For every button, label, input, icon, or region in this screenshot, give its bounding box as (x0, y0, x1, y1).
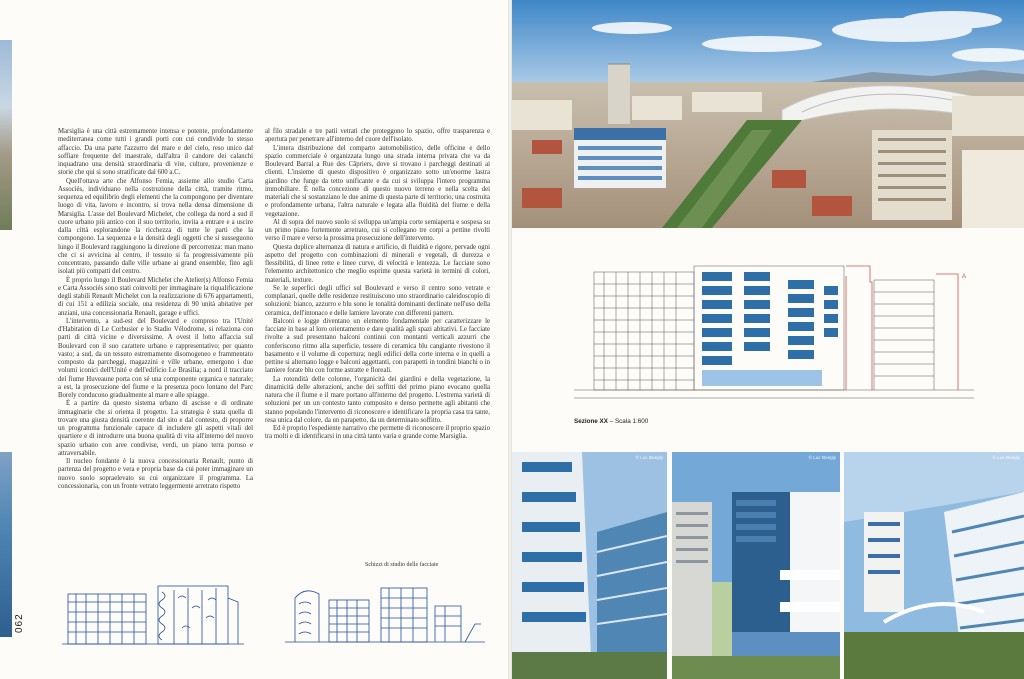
previous-page-image-edge-lower (0, 452, 12, 637)
svg-text:A: A (962, 274, 967, 280)
building-photo-1 (512, 452, 667, 679)
sketch-caption: Schizzi di studio delle facciate (365, 562, 439, 568)
facade-photo-tower-view (672, 452, 840, 679)
paragraph: L'intera distribuzione del comparto automobilistico, delle officine e dello spazio commerciale è organizzata lungo una strada interna privata che va da Boulevard Barral a Rue des Câpriers, dove si trovano i parcheggi destinati ai clienti. L'insieme di questo dispositivo è organizzato sotto un'enorme lastra giardino che funge da tetto unificante e da cui si sviluppa l'intero programma immobiliare. È nella concezione di questo nuovo terreno e nella scelta dei materiali che si sostanziano le due anime di questa parte di territorio, una costruita e profondamente urbana, l'altra naturale e legata alla fluidità del fiume e della vegetazione. (265, 144, 490, 218)
paragraph: Quell'ottava arte che Alfonso Femia, assieme allo studio Carta Associés, individuano nella costruzione della città, tramite ritmo, sequenza ed equilibrio degli elementi che la compongono per diventare luogo di vita, lavoro e incontro, si trova nella densa dimensione di Marsiglia. L'asse del Boulevard Michelet, che collega da nord a sud il cuore urbano più antico con il suo territorio, invita a entrare e a uscire dalla città esplorandone la ricchezza di tutte le parti che la compongono. La sequenza e la densità degli oggetti che si susseguono lungo il Boulevard raggiungono la direzione di percorrenza: man mano che ci si avvicina al centro, il tessuto si fa progressivamente più concentrato, passando dalle ville urbane ai grand ensemble, fino agli isolati più compatti del centro. (58, 177, 253, 276)
paragraph: Il nucleo fondante è la nuova concessionaria Renault, punto di partenza del progetto e vera e propria base da cui poter immaginare un nuovo suolo sopraelevato su cui organizzare il programma. La concessionaria, con un fronte vetrato leggermente arretrato rispetto (58, 458, 253, 490)
facade-photo-blue-balconies (512, 452, 667, 679)
paragraph: La rotondità delle colonne, l'organicità dei giardini e della vegetazione, la dinamicità delle alterazioni, anche dei soffitti del primo piano evocano quella natura che il fiume e il mare portano all'interno del progetto. L'estrema varietà di soluzioni per un un contesto tanto composito e denso permette agli abitanti che stanno popolando l'intervento di riconoscere e identificare la propria casa tra tante, resa unica dal colore, da un parapetto, da un determinato soffitto. (265, 375, 490, 424)
previous-page-image-edge (0, 40, 12, 230)
facade-study-sketch-1 (58, 578, 248, 650)
paragraph: Marsiglia è una città estremamente intensa e potente, profondamente mediterranea come tutti i grandi porti con cui condivide lo stesso affaccio. Da una parte l'azzurro del mare e del cielo, reso unico dal soffiare frequente del maestrale, dall'altra il candore dei calanchi inquadrano una densità straordinaria di vite, culture, provenienze e storie che qui si sono stratificate dal 600 a.C. (58, 128, 253, 177)
aerial-city-photo (512, 0, 1024, 228)
paragraph: È a partire da questo sistema urbano di ascisse e di ordinate immaginarie che si orienta il progetto. La strategia è stata quella di trovare una giusta densità coerente dal sito e dal contesto, di proporre un programma funzionale capace di includere gli aspetti vitali del quartiere e di introdurre una buona qualità di vita all'interno del nuovo spazio urbano con aree condivise, verdi, un piano terra poroso e attraversabile. (58, 400, 253, 457)
paragraph: L'intervento, a sud-est del Boulevard e compreso tra l'Unité d'Habitation di Le Corbusier e lo Stadio Vélodrome, si relaziona con parti di città vicine e diversissime. A ovest il lotto affaccia sul Boulevard con il suo carattere urbano e rappresentativo; per quanto vasto; a sud, da un tessuto estremamente disomogeneo e frammentato composto da parcheggi, magazzini e ville urbane, emergono i due volumi iconici dell'Unité e dell'edificio Le Brasilia; a nord il tracciato del fiume Huveaune porta con sé una componente organica e naturale; a est, la prosecuzione del fiume e la presenza poco lontano del Parc Borely conducono gradualmente al mare e alle spiagge. (58, 317, 253, 399)
left-page (0, 0, 508, 679)
section-caption-label: Sezione XX (574, 418, 608, 425)
paragraph: È proprio lungo il Boulevard Michelet che Atelier(s) Alfonso Femia e Carta Associés sono stati coinvolti per immaginare la riqualificazione degli stabili Renault Michelet con la realizzazione di 676 appartamenti, di cui 151 a edilizia sociale, una residenza di 90 unità abitative per anziani, una concessionaria Renault, garage e uffici. (58, 276, 253, 317)
paragraph: al filo stradale e tre patii vetrati che proteggono lo spazio, offre trasparenza e apertura per penetrare all'interno del cuore dell'isolato. (265, 128, 490, 144)
paragraph: Ed è proprio l'espediente narrativo che permette di riconoscere il proprio spazio tra molti e di identificarsi in una città tanto varia e grande come Marsiglia. (265, 425, 490, 441)
paragraph: Al di sopra del nuovo suolo si sviluppa un'ampia corte semiaperta e sospesa su un primo piano fortemente arretrato, cui si collegano tre corpi a pettine rivolti verso il mare e verso la prossima prosecuzione dell'intervento. (265, 218, 490, 243)
body-text-column-2 (265, 128, 490, 442)
right-page (512, 0, 1024, 679)
facade-study-sketch-2 (285, 578, 485, 650)
paragraph: Questa duplice alternanza di natura e artificio, di fluidità e rigore, pervade ogni aspetto del progetto con combinazioni di minerali e vegetali, di durezza e flessibilità, di linee rette e linee curve, di velocità e lentezza. Le facciate sono l'elemento architettonico che meglio esprime questa varietà in termini di colori, materiali, texture. (265, 243, 490, 284)
paragraph: Se le superfici degli uffici sul Boulevard e verso il centro sono vetrate e complanari, quelle delle residenze restituiscono uno straordinario caleidoscopio di soluzioni: bianco, azzurro e blu sono le tonalità dominanti declinate nell'uso della ceramica, dell'intonaco e delle lamiere lavorate con differenti pattern. (265, 284, 490, 317)
page-number: 062 (14, 613, 25, 633)
photo-credit: © Luc Boegly (635, 455, 663, 460)
building-photo-2 (672, 452, 840, 679)
section-caption-scale: – Scala 1:600 (609, 418, 649, 425)
building-section-drawing (574, 262, 974, 412)
facade-photo-courtyard (844, 452, 1024, 679)
paragraph: Balconi e logge diventano un elemento fondamentale per caratterizzare le facciate in base al loro orientamento e dare qualità agli spazi abitativi. Le facciate rivolte a sud presentano balconi continui con montanti verticali azzurri che conferiscono ritmo alla superficie, tessere di ceramica blu cangiante rivestono il basamento e il volume di copertura; negli edifici della corte interna e in quelli a pettine si alternano logge e balconi aggettanti, con parapetti in tondini bianchi o in lamiere forate blu con forme astratte e floreali. (265, 317, 490, 375)
photo-credit: © Luc Boegly (808, 455, 836, 460)
body-text-column-1 (58, 128, 253, 491)
building-photo-3 (844, 452, 1024, 679)
photo-credit: © Luc Boegly (992, 455, 1020, 460)
section-caption (574, 418, 648, 425)
